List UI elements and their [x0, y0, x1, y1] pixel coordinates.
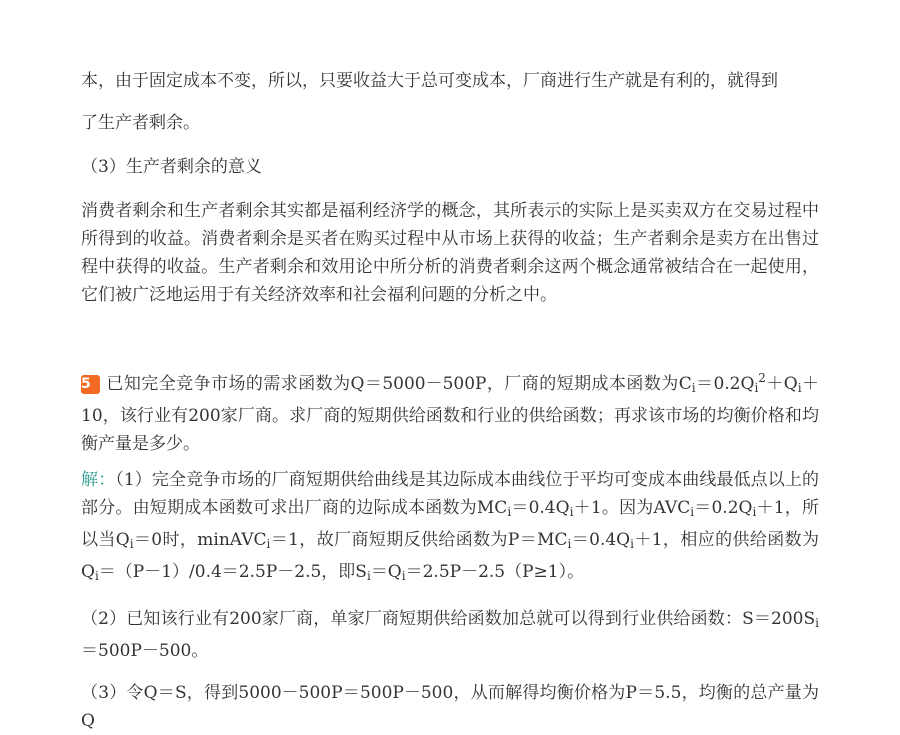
section-heading-meaning: （3）生产者剩余的意义	[81, 157, 262, 177]
paragraph-cut-top-tail: 了生产者剩余。	[81, 113, 200, 133]
cut-off-line-bottom	[81, 679, 819, 731]
solution-part-2: （2）已知该行业有200家厂商，单家厂商短期供给函数加总就可以得到行业供给函数：$S=200S_i=500P-500$。	[81, 609, 819, 661]
solution-part-1: 解：（1）完全竞争市场的厂商短期供给曲线是其边际成本曲线位于平均可变成本曲线最低点以上的部分。由短期成本函数可求出厂商的边际成本函数为$MC_i=0.4Q_i+1$。因为$AVC_i=0.2Q_i+1$，所以当$Q_i=0$时，minAVC$_i$＝1，故厂商短期反供给函数为$P=MC_i=0.4Q_i+1$，相应的供给函数为$Q_i=(P-1)/0.4=2.5P-2.5$，即$S_i=Q_i=2.5P-2.5(P\ge 1)$。	[81, 470, 819, 583]
solution-part-3: （3）令Q＝S，得到5000－500P＝500P－500，从而解得均衡价格为P＝5.5，均衡的总产量为Q	[81, 683, 819, 731]
solution-label: 解：	[81, 470, 116, 490]
cut-off-line	[81, 71, 819, 104]
paragraph-cut-top: 本，由于固定成本不变，所以，只要收益大于总可变成本，厂商进行生产就是有利的，就得到	[81, 71, 778, 91]
question-5: 5 已知完全竞争市场的需求函数为Q＝5000－500P，厂商的短期成本函数为$C_i=0.2Q_i^2+Q_i+10$，该行业有200家厂商。求厂商的短期供给函数和行业的供给函数；再求该市场的均衡价格和均衡产量是多少。	[81, 371, 820, 454]
paragraph-meaning: 消费者剩余和生产者剩余其实都是福利经济学的概念，其所表示的实际上是买卖双方在交易过程中所得到的收益。消费者剩余是买者在购买过程中从市场上获得的收益；生产者剩余是卖方在出售过程中获得的收益。生产者剩余和效用论中所分析的消费者剩余这两个概念通常被结合在一起使用，它们被广泛地运用于有关经济效率和社会福利问题的分析之中。	[81, 201, 819, 305]
question-number-badge: 5	[81, 375, 100, 394]
